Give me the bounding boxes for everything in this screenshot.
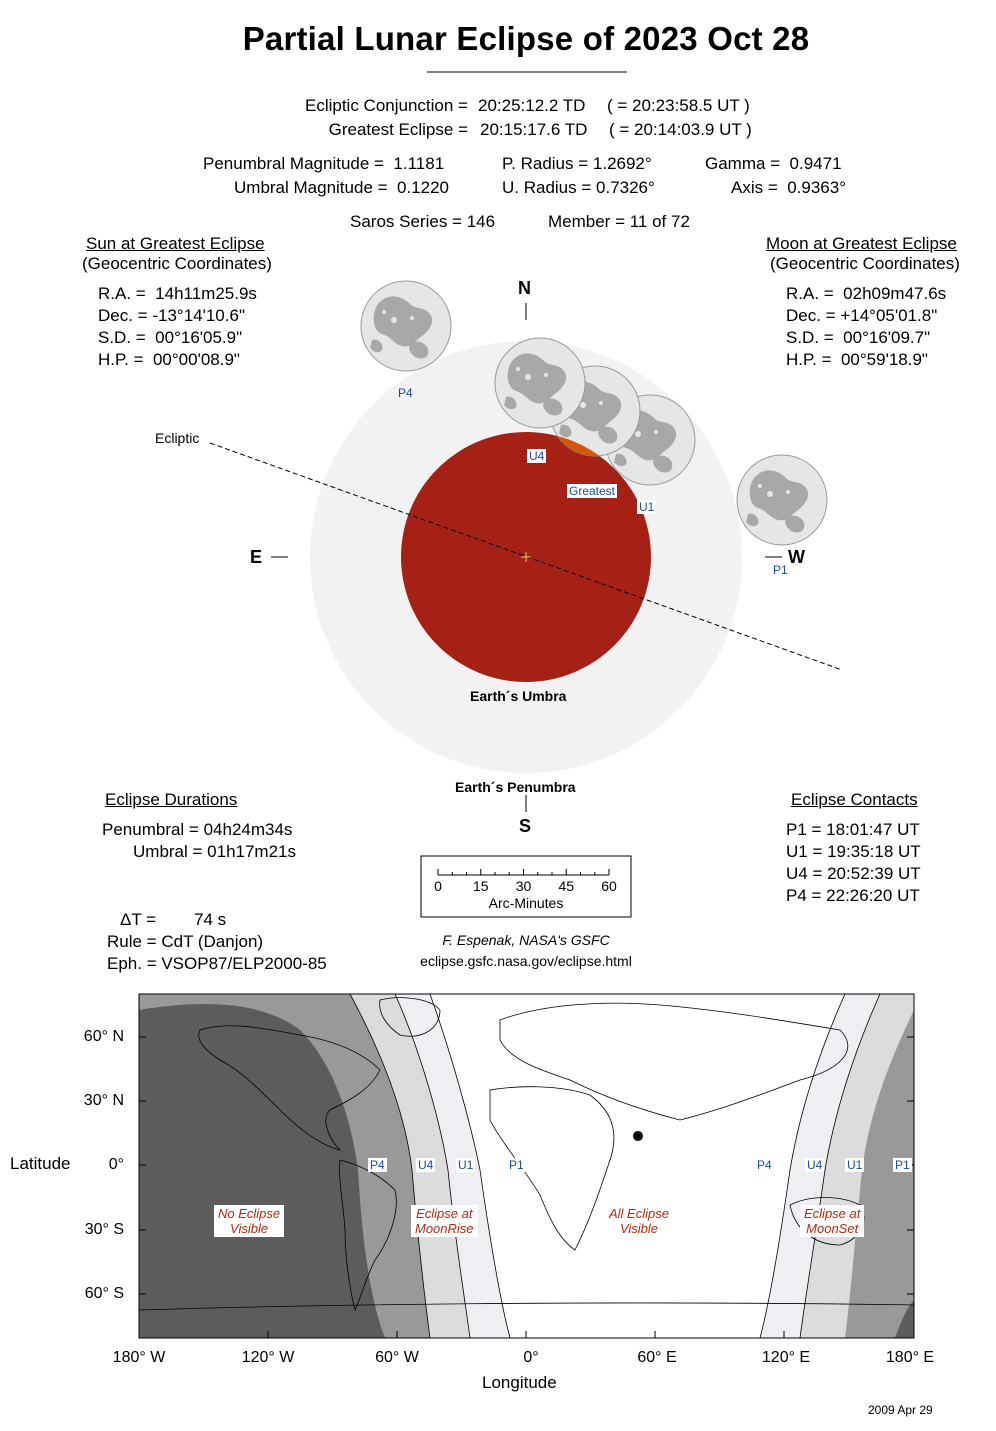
map-u4-right: U4 <box>807 1158 823 1172</box>
durations-heading: Eclipse Durations <box>105 790 238 809</box>
region-all-visible-line2: Visible <box>619 1221 659 1236</box>
lon-tick-180w: 180° W <box>112 1349 166 1366</box>
map-p1-left: P1 <box>509 1158 524 1172</box>
lat-tick-30n: 30° N <box>83 1092 124 1109</box>
region-no-eclipse-line1: No Eclipse <box>218 1206 281 1221</box>
lat-tick-60s: 60° S <box>84 1285 124 1302</box>
ecliptic-conjunction-ut: ( = 20:23:58.5 UT ) <box>607 96 750 115</box>
sun-subheading: (Geocentric Coordinates) <box>82 254 272 273</box>
lat-tick-30s: 30° S <box>84 1221 124 1238</box>
saros-series: Saros Series = 146 <box>350 212 496 231</box>
p1-diagram-label: P1 <box>773 563 788 577</box>
contact-p1: P1 = 18:01:47 UT <box>786 820 920 839</box>
ecliptic-conjunction-label: Ecliptic Conjunction = <box>304 96 468 115</box>
south-label: S <box>519 816 532 836</box>
map-p1-right: P1 <box>895 1158 910 1172</box>
north-label: N <box>518 278 531 298</box>
map-p4-right: P4 <box>757 1158 772 1172</box>
u1-diagram-label: U1 <box>639 500 655 514</box>
region-all-visible-line1: All Eclipse <box>609 1206 669 1221</box>
moon-heading: Moon at Greatest Eclipse <box>766 234 957 253</box>
lat-tick-0: 0° <box>108 1156 124 1173</box>
ephemeris: Eph. = VSOP87/ELP2000-85 <box>107 954 327 973</box>
map-u1-right: U1 <box>847 1158 863 1172</box>
lat-tick-60n: 60° N <box>83 1028 124 1045</box>
lon-tick-60e: 60° E <box>637 1349 677 1366</box>
scale-tick-label: 60 <box>601 878 617 894</box>
moon-ra: R.A. = 02h09m47.6s <box>786 284 947 303</box>
contact-u4: U4 = 20:52:39 UT <box>786 864 921 883</box>
lon-tick-120w: 120° W <box>241 1349 295 1366</box>
scale-tick-label: 30 <box>515 878 532 894</box>
penumbra-label: Earth´s Penumbra <box>455 779 576 795</box>
greatest-eclipse-marker <box>633 1131 643 1141</box>
scale-ticks <box>438 869 609 875</box>
sun-hp: H.P. = 00°00'08.9" <box>98 350 240 369</box>
moon-p4 <box>361 281 451 371</box>
region-moonset <box>800 1205 864 1237</box>
region-moonset-line2: MoonSet <box>806 1221 859 1236</box>
credit-author: F. Espenak, NASA's GSFC <box>442 932 610 948</box>
delta-t-value: 74 s <box>194 910 227 929</box>
sun-heading: Sun at Greatest Eclipse <box>86 234 265 253</box>
credit-url[interactable]: eclipse.gsfc.nasa.gov/eclipse.html <box>420 953 632 969</box>
ecliptic-label: Ecliptic <box>155 430 200 446</box>
umbral-duration: Umbral = 01h17m21s <box>133 842 297 861</box>
longitude-axis-title: Longitude <box>482 1373 557 1392</box>
region-no-eclipse <box>214 1205 284 1237</box>
contact-p4: P4 = 22:26:20 UT <box>786 886 920 905</box>
latitude-axis-title: Latitude <box>10 1154 71 1173</box>
delta-t-label: ΔT = <box>120 910 157 929</box>
gamma-value: Gamma = 0.9471 <box>705 154 842 173</box>
greatest-label: Greatest <box>569 484 616 498</box>
sun-sd: S.D. = 00°16'05.9" <box>98 328 243 347</box>
axis-value: Axis = 0.9363° <box>731 178 847 197</box>
map-u1-left: U1 <box>458 1158 474 1172</box>
moon-u4 <box>495 338 585 428</box>
greatest-eclipse-td: 20:15:17.6 TD <box>480 120 588 139</box>
umbral-radius: U. Radius = 0.7326° <box>502 178 655 197</box>
penumbral-radius: P. Radius = 1.2692° <box>502 154 652 173</box>
map-p4-left: P4 <box>370 1158 385 1172</box>
moon-dec: Dec. = +14°05'01.8" <box>786 306 938 325</box>
world-map <box>139 994 914 1338</box>
scale-tick-label: 45 <box>558 878 575 894</box>
region-moonset-line1: Eclipse at <box>804 1206 861 1221</box>
greatest-eclipse-label: Greatest Eclipse = <box>328 120 468 139</box>
region-moonrise-line2: MoonRise <box>415 1221 474 1236</box>
lon-tick-180e: 180° E <box>885 1349 935 1366</box>
contacts-heading: Eclipse Contacts <box>791 790 918 809</box>
umbra-label: Earth´s Umbra <box>470 688 567 704</box>
west-label: W <box>788 547 805 567</box>
lon-tick-120e: 120° E <box>761 1349 811 1366</box>
region-moonrise-line1: Eclipse at <box>416 1206 473 1221</box>
moon-subheading: (Geocentric Coordinates) <box>770 254 960 273</box>
umbral-magnitude: Umbral Magnitude = 0.1220 <box>234 178 449 197</box>
rule: Rule = CdT (Danjon) <box>107 932 264 951</box>
east-label: E <box>250 547 263 567</box>
ecliptic-conjunction-td: 20:25:12.2 TD <box>478 96 586 115</box>
scale-unit-label: Arc-Minutes <box>488 895 564 911</box>
contact-u1: U1 = 19:35:18 UT <box>786 842 921 861</box>
scale-tick-label: 0 <box>434 878 442 894</box>
map-u4-left: U4 <box>418 1158 434 1172</box>
moon-sd: S.D. = 00°16'09.7" <box>786 328 931 347</box>
region-moonrise <box>411 1205 478 1237</box>
moon-p1 <box>737 455 827 545</box>
sun-dec: Dec. = -13°14'10.6" <box>98 306 245 325</box>
greatest-eclipse-ut: ( = 20:14:03.9 UT ) <box>609 120 752 139</box>
p4-diagram-label: P4 <box>398 386 413 400</box>
lon-tick-0: 0° <box>523 1349 539 1366</box>
saros-member: Member = 11 of 72 <box>548 212 690 231</box>
moon-hp: H.P. = 00°59'18.9" <box>786 350 928 369</box>
scale-tick-label: 15 <box>472 878 489 894</box>
penumbral-magnitude: Penumbral Magnitude = 1.1181 <box>203 154 445 173</box>
lon-tick-60w: 60° W <box>375 1349 419 1366</box>
page-title: Partial Lunar Eclipse of 2023 Oct 28 <box>242 20 810 57</box>
sun-ra: R.A. = 14h11m25.9s <box>98 284 257 303</box>
region-all-visible <box>605 1205 673 1237</box>
footer-date: 2009 Apr 29 <box>868 1403 933 1417</box>
region-no-eclipse-line2: Visible <box>230 1221 269 1236</box>
penumbral-duration: Penumbral = 04h24m34s <box>102 820 293 839</box>
u4-diagram-label: U4 <box>529 449 545 463</box>
